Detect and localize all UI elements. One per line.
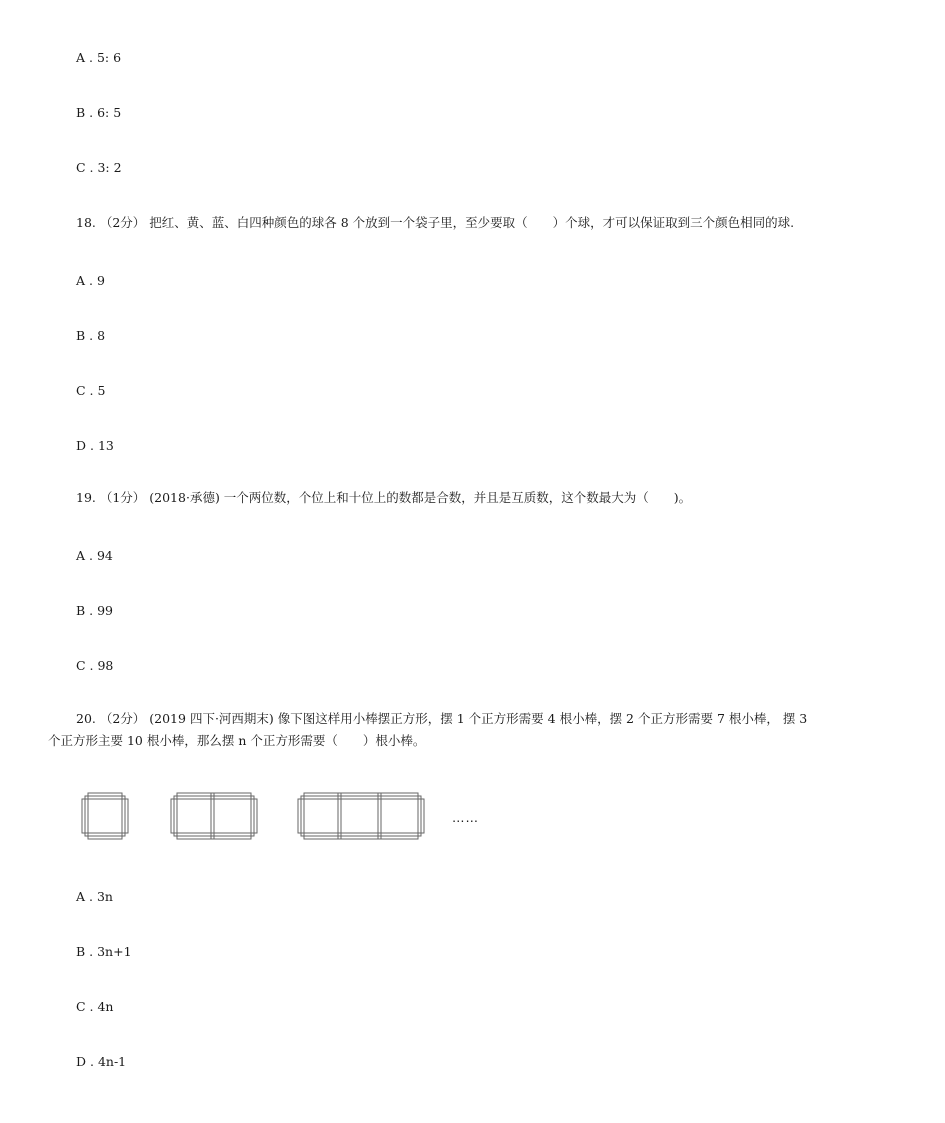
q17-option-a[interactable]: A . 5: 6	[76, 50, 122, 65]
q18-option-c[interactable]: C . 5	[76, 383, 106, 398]
q18-stem: 18. （2分） 把红、黄、蓝、白四种颜色的球各 8 个放到一个袋子里，至少要取（ ）个球，才可以保证取到三个颜色相同的球.	[76, 215, 795, 230]
q17-option-b[interactable]: B . 6: 5	[76, 105, 122, 120]
q20-stem-line1: 20. （2分） (2019 四下·河西期末) 像下图这样用小棒摆正方形，摆 1 个正方形需要 4 根小棒，摆 2 个正方形需要 7 根小棒， 摆 3	[76, 711, 808, 726]
q17-option-c[interactable]: C . 3: 2	[76, 160, 122, 175]
q19-option-a[interactable]: A . 94	[76, 548, 113, 563]
three-squares-group	[298, 793, 424, 839]
matchstick-squares-figure	[80, 792, 500, 847]
q18-option-b[interactable]: B . 8	[76, 328, 106, 343]
q19-option-c[interactable]: C . 98	[76, 658, 114, 673]
q18-option-a[interactable]: A . 9	[76, 273, 105, 288]
q20-option-b[interactable]: B . 3n+1	[76, 944, 132, 959]
q20-option-d[interactable]: D . 4n-1	[76, 1054, 127, 1069]
figure-ellipsis: ……	[452, 810, 479, 825]
q20-option-c[interactable]: C . 4n	[76, 999, 114, 1014]
q20-option-a[interactable]: A . 3n	[76, 889, 113, 904]
matchstick-squares-svg	[80, 792, 500, 844]
q19-option-b[interactable]: B . 99	[76, 603, 114, 618]
q20-stem-line2: 个正方形主要 10 根小棒，那么摆 n 个正方形需要（ ）根小棒。	[48, 733, 426, 748]
two-squares-group	[171, 793, 257, 839]
q18-option-d[interactable]: D . 13	[76, 438, 114, 453]
q19-stem: 19. （1分） (2018·承德) 一个两位数，个位上和十位上的数都是合数，并且是互质数，这个数最大为（ )。	[76, 490, 692, 505]
one-square-group	[82, 793, 128, 839]
